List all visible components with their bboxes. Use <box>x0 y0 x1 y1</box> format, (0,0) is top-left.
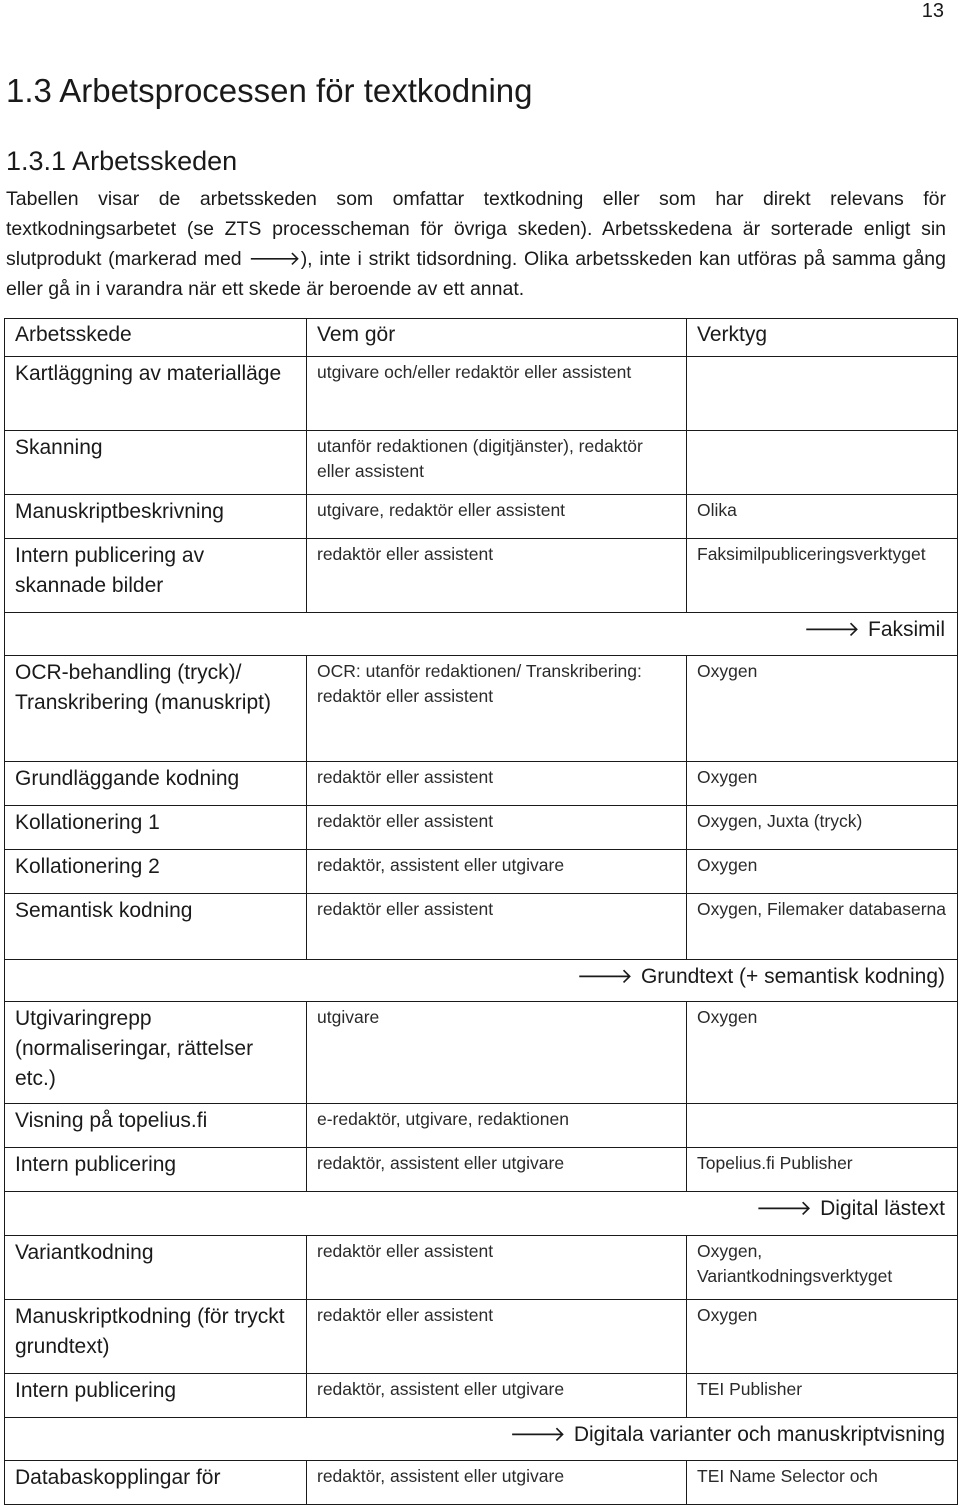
table-row <box>5 894 958 960</box>
product-row <box>5 613 958 656</box>
table-row <box>5 495 958 539</box>
arrow-right-icon: 🡒 <box>755 1197 813 1220</box>
stage-cell: Semantisk kodning <box>5 894 307 960</box>
subsection-heading: 1.3.1 Arbetsskeden <box>6 146 238 176</box>
stage-cell: Intern publicering av skannade bilder <box>5 539 307 613</box>
product-cell <box>5 613 958 656</box>
tool-cell: Oxygen, Variantkodningsverktyget <box>687 1236 958 1300</box>
product-label: Digital lästext <box>820 1197 945 1220</box>
tool-cell: Olika <box>687 495 958 539</box>
who-cell: redaktör, assistent eller utgivare <box>307 850 687 894</box>
who-cell: redaktör eller assistent <box>307 1300 687 1374</box>
tool-cell <box>687 431 958 495</box>
who-cell: OCR: utanför redaktionen/ Transkribering: redaktör eller assistent <box>307 656 687 762</box>
who-cell: e-redaktör, utgivare, redaktionen <box>307 1104 687 1148</box>
tool-cell: Faksimilpubliceringsverktyget <box>687 539 958 613</box>
table-header-row <box>5 319 958 357</box>
page-number: 13 <box>921 0 944 22</box>
stage-cell: Visning på topelius.fi <box>5 1104 307 1148</box>
stage-cell: Kollationering 2 <box>5 850 307 894</box>
table-row <box>5 656 958 762</box>
who-cell: redaktör eller assistent <box>307 539 687 613</box>
tool-cell: TEI Name Selector och <box>687 1461 958 1505</box>
who-cell: redaktör eller assistent <box>307 894 687 960</box>
product-row <box>5 1418 958 1461</box>
table-row <box>5 1236 958 1300</box>
stage-cell: Intern publicering <box>5 1374 307 1418</box>
stage-cell: Databaskopplingar för <box>5 1461 307 1505</box>
section-heading: 1.3 Arbetsprocessen för textkodning <box>6 72 533 109</box>
product-label: Grundtext (+ semantisk kodning) <box>640 965 945 988</box>
tool-cell <box>687 1104 958 1148</box>
table-row <box>5 762 958 806</box>
who-cell: utgivare <box>307 1002 687 1104</box>
who-cell: utanför redaktionen (digitjänster), redaktör eller assistent <box>307 431 687 495</box>
table-row <box>5 539 958 613</box>
product-label: Digitala varianter och manuskriptvisning <box>573 1423 945 1446</box>
header-who: Vem gör <box>307 319 687 357</box>
arrow-right-icon: 🡒 <box>803 618 860 641</box>
header-stage: Arbetsskede <box>5 319 307 357</box>
who-cell: utgivare och/eller redaktör eller assistent <box>307 357 687 431</box>
table-row <box>5 1300 958 1374</box>
table-row <box>5 1148 958 1192</box>
table-row <box>5 850 958 894</box>
table-row <box>5 1374 958 1418</box>
stage-cell: OCR-behandling (tryck)/ Transkribering (manuskript) <box>5 656 307 762</box>
product-row <box>5 960 958 1002</box>
stage-cell: Intern publicering <box>5 1148 307 1192</box>
tool-cell: Oxygen <box>687 1300 958 1374</box>
stage-cell: Grundläggande kodning <box>5 762 307 806</box>
tool-cell: TEI Publisher <box>687 1374 958 1418</box>
tool-cell: Oxygen <box>687 656 958 762</box>
tool-cell <box>687 357 958 431</box>
table-row <box>5 357 958 431</box>
who-cell: redaktör eller assistent <box>307 762 687 806</box>
tool-cell: Oxygen <box>687 1002 958 1104</box>
tool-cell: Oxygen, Filemaker databaserna <box>687 894 958 960</box>
intro-text-2: ), inte i strikt tidsordning. Olika arbetsskeden kan utföras på samma gång eller gå in i varandra när ett skede är beroende av ett annat. <box>6 248 946 300</box>
product-row <box>5 1192 958 1236</box>
who-cell: redaktör, assistent eller utgivare <box>307 1461 687 1505</box>
tool-cell: Oxygen <box>687 850 958 894</box>
stage-cell: Manuskriptkodning (för tryckt grundtext) <box>5 1300 307 1374</box>
who-cell: redaktör eller assistent <box>307 1236 687 1300</box>
product-label: Faksimil <box>868 618 945 641</box>
stage-cell: Kartläggning av materialläge <box>5 357 307 431</box>
intro-text-1: Tabellen visar de arbetsskeden som omfattar textkodning eller som har direkt relevans för textkodningsarbetet (se ZTS processcheman för övriga skeden). Arbetsskedena är sorterade enligt sin slutprodukt (markerad med <box>6 188 946 270</box>
table-row <box>5 431 958 495</box>
work-stages-table <box>4 318 958 1505</box>
table-row <box>5 1002 958 1104</box>
who-cell: utgivare, redaktör eller assistent <box>307 495 687 539</box>
stage-cell: Skanning <box>5 431 307 495</box>
who-cell: redaktör eller assistent <box>307 806 687 850</box>
product-cell <box>5 1418 958 1461</box>
tool-cell: Oxygen, Juxta (tryck) <box>687 806 958 850</box>
table-row <box>5 1461 958 1505</box>
stage-cell: Kollationering 1 <box>5 806 307 850</box>
tool-cell: Topelius.fi Publisher <box>687 1148 958 1192</box>
arrow-right-icon: 🡒 <box>576 965 633 988</box>
stage-cell: Manuskriptbeskrivning <box>5 495 307 539</box>
product-cell <box>5 1192 958 1236</box>
stage-cell: Variantkodning <box>5 1236 307 1300</box>
intro-paragraph <box>6 184 946 304</box>
who-cell: redaktör, assistent eller utgivare <box>307 1148 687 1192</box>
header-tool: Verktyg <box>687 319 958 357</box>
arrow-right-icon: 🡒 <box>248 248 301 270</box>
stage-cell: Utgivaringrepp (normaliseringar, rättelser etc.) <box>5 1002 307 1104</box>
table-row <box>5 806 958 850</box>
tool-cell: Oxygen <box>687 762 958 806</box>
table-row <box>5 1104 958 1148</box>
product-cell <box>5 960 958 1002</box>
who-cell: redaktör, assistent eller utgivare <box>307 1374 687 1418</box>
arrow-right-icon: 🡒 <box>509 1423 566 1446</box>
